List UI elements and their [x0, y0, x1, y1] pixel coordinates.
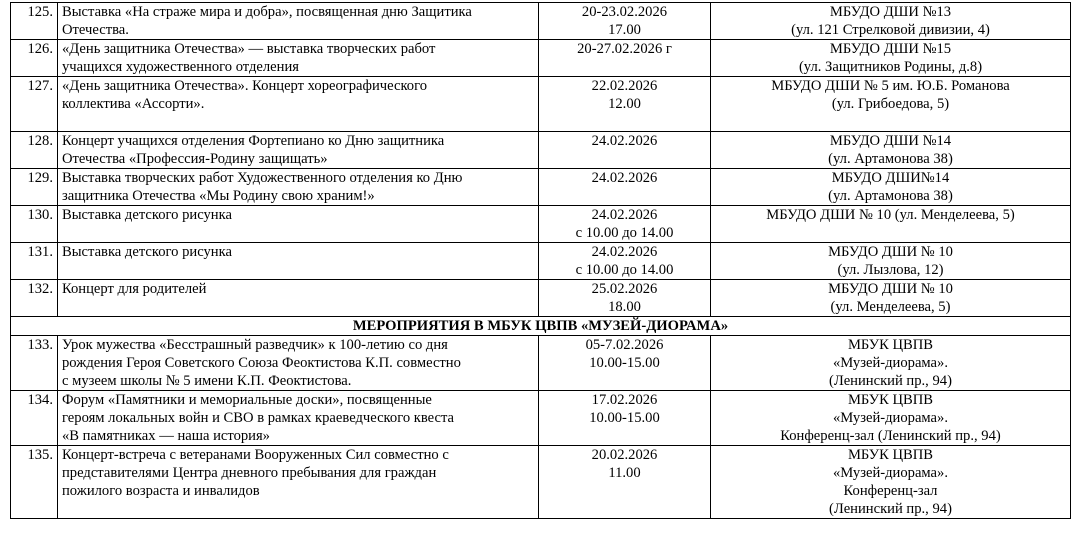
event-place: МБУДО ДШИ № 10 (ул. Менделеева, 5) [711, 280, 1071, 317]
event-place: МБУДО ДШИ № 10 (ул. Лызлова, 12) [711, 243, 1071, 280]
row-number: 131. [11, 243, 58, 280]
event-date: 24.02.2026 с 10.00 до 14.00 [539, 206, 711, 243]
table-row [11, 3, 1071, 40]
section-row [11, 317, 1071, 336]
event-description: «День защитника Отечества» — выставка творческих работ учащихся художественного отделения [58, 40, 539, 77]
event-description: Форум «Памятники и мемориальные доски», посвященные героям локальных войн и СВО в рамках краеведческого квеста «В памятниках — наша история» [58, 391, 539, 446]
event-date: 17.02.2026 10.00-15.00 [539, 391, 711, 446]
event-description: Выставка детского рисунка [58, 206, 539, 243]
event-date: 24.02.2026 с 10.00 до 14.00 [539, 243, 711, 280]
event-description: Урок мужества «Бесстрашный разведчик» к 100-летию со дня рождения Героя Советского Союза Феоктистова К.П. совместно с музеем школы № 5 имени К.П. Феоктистова. [58, 336, 539, 391]
event-date: 25.02.2026 18.00 [539, 280, 711, 317]
table-row [11, 40, 1071, 77]
table-row [11, 169, 1071, 206]
row-number: 126. [11, 40, 58, 77]
table-row [11, 206, 1071, 243]
event-place: МБУК ЦВПВ «Музей-диорама». (Ленинский пр., 94) [711, 336, 1071, 391]
row-number: 127. [11, 77, 58, 132]
table-row [11, 77, 1071, 132]
event-date: 20.02.2026 11.00 [539, 446, 711, 519]
row-number: 125. [11, 3, 58, 40]
event-place: МБУДО ДШИ №15 (ул. Защитников Родины, д.8) [711, 40, 1071, 77]
event-place: МБУДО ДШИ № 10 (ул. Менделеева, 5) [711, 206, 1071, 243]
event-date: 24.02.2026 [539, 169, 711, 206]
events-table [10, 2, 1071, 519]
table-row [11, 280, 1071, 317]
event-date: 20-23.02.2026 17.00 [539, 3, 711, 40]
row-number: 133. [11, 336, 58, 391]
table-row [11, 446, 1071, 519]
event-place: МБУК ЦВПВ «Музей-диорама». Конференц-зал (Ленинский пр., 94) [711, 446, 1071, 519]
event-description: Выставка «На страже мира и добра», посвященная дню Защитика Отечества. [58, 3, 539, 40]
event-description: Концерт-встреча с ветеранами Вооруженных Сил совместно с представителями Центра дневного пребывания для граждан пожилого возраста и инвалидов [58, 446, 539, 519]
row-number: 129. [11, 169, 58, 206]
section-title: МЕРОПРИЯТИЯ В МБУК ЦВПВ «МУЗЕЙ-ДИОРАМА» [11, 317, 1071, 336]
event-place: МБУДО ДШИ №13 (ул. 121 Стрелковой дивизии, 4) [711, 3, 1071, 40]
event-date: 22.02.2026 12.00 [539, 77, 711, 132]
table-row [11, 243, 1071, 280]
event-date: 05-7.02.2026 10.00-15.00 [539, 336, 711, 391]
events-table-body [11, 3, 1071, 519]
row-number: 135. [11, 446, 58, 519]
table-row [11, 132, 1071, 169]
event-description: «День защитника Отечества». Концерт хореографического коллектива «Ассорти». [58, 77, 539, 132]
row-number: 128. [11, 132, 58, 169]
event-description: Выставка творческих работ Художественного отделения ко Дню защитника Отечества «Мы Родину свою храним!» [58, 169, 539, 206]
row-number: 134. [11, 391, 58, 446]
event-place: МБУДО ДШИ№14 (ул. Артамонова 38) [711, 169, 1071, 206]
event-date: 24.02.2026 [539, 132, 711, 169]
event-place: МБУДО ДШИ № 5 им. Ю.Б. Романова (ул. Грибоедова, 5) [711, 77, 1071, 132]
table-row [11, 336, 1071, 391]
event-date: 20-27.02.2026 г [539, 40, 711, 77]
event-place: МБУДО ДШИ №14 (ул. Артамонова 38) [711, 132, 1071, 169]
row-number: 130. [11, 206, 58, 243]
event-description: Концерт для родителей [58, 280, 539, 317]
table-row [11, 391, 1071, 446]
event-description: Концерт учащихся отделения Фортепиано ко Дню защитника Отечества «Профессия-Родину защищать» [58, 132, 539, 169]
row-number: 132. [11, 280, 58, 317]
event-place: МБУК ЦВПВ «Музей-диорама». Конференц-зал (Ленинский пр., 94) [711, 391, 1071, 446]
event-description: Выставка детского рисунка [58, 243, 539, 280]
